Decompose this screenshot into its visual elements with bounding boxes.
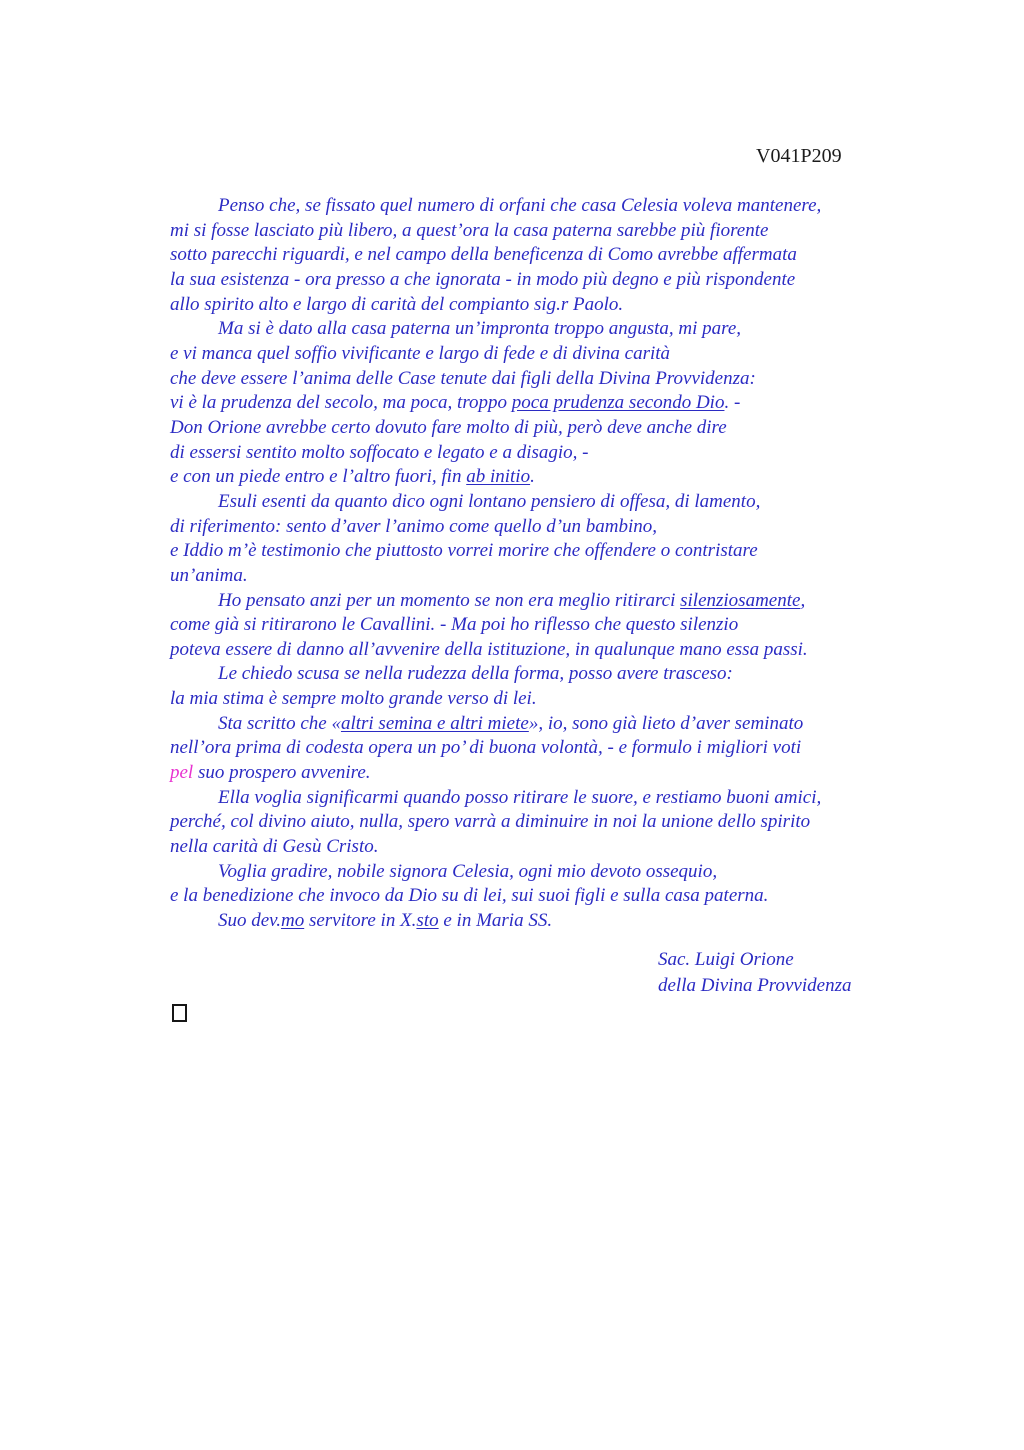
letter-text-segment: sotto parecchi riguardi, e nel campo della beneficenza di Como avrebbe affermata (170, 244, 797, 266)
letter-line (170, 490, 821, 515)
letter-line (170, 515, 821, 540)
letter-line (170, 416, 821, 441)
letter-text-segment: Ho pensato anzi per un momento se non era meglio ritirarci (218, 589, 681, 611)
letter-text-segment: poteva essere di danno all’avvenire della istituzione, in qualunque mano essa passi. (170, 638, 808, 660)
letter-text-segment: vi è la prudenza del secolo, ma poca, troppo (170, 392, 512, 414)
letter-text-segment: . - (724, 392, 741, 414)
letter-text-segment: di essersi sentito molto soffocato e legato e a disagio, - (170, 441, 589, 463)
letter-text-segment: ab initio (466, 466, 531, 488)
letter-text-segment: Suo dev. (218, 910, 281, 932)
letter-line (170, 268, 821, 293)
letter-text-segment: e in Maria SS. (438, 910, 553, 932)
letter-text-segment: Le chiedo scusa se nella rudezza della forma, posso avere trasceso: (218, 663, 733, 685)
letter-line (170, 786, 821, 811)
letter-text-segment: sto (416, 910, 439, 932)
letter-text-segment: servitore in X. (304, 910, 417, 932)
letter-line (170, 317, 821, 342)
letter-text-segment: », io, sono già lieto d’aver seminato (528, 712, 804, 734)
letter-line (170, 712, 821, 737)
letter-text-segment: mo (280, 910, 305, 932)
letter-line (170, 441, 821, 466)
letter-text-segment: poca prudenza secondo Dio (511, 392, 725, 414)
letter-text-segment: e con un piede entro e l’altro fuori, fin (170, 466, 467, 488)
letter-text-segment: Penso che, se fissato quel numero di orfani che casa Celesia voleva mantenere, (218, 195, 822, 216)
letter-line (170, 539, 821, 564)
letter-text-segment: nella carità di Gesù Cristo. (170, 836, 379, 858)
letter-line (170, 589, 821, 614)
letter-line (170, 810, 821, 835)
letter-text-segment: Ma si è dato alla casa paterna un’impronta troppo angusta, mi pare, (218, 318, 742, 340)
letter-text-segment: allo spirito alto e largo di carità del compianto sig.r Paolo. (170, 293, 624, 315)
letter-text-segment: e la benedizione che invoco da Dio su di lei, sui suoi figli e sulla casa paterna. (170, 885, 769, 907)
signature-title: della Divina Provvidenza (658, 974, 852, 996)
letter-text-segment: un’anima. (170, 564, 248, 586)
letter-text-segment: suo prospero avvenire. (193, 762, 371, 784)
letter-text-segment: , (800, 589, 806, 611)
letter-line (170, 391, 821, 416)
letter-line (170, 465, 821, 490)
letter-line (170, 367, 821, 392)
letter-line (170, 564, 821, 589)
signature-name: Sac. Luigi Orione (658, 949, 794, 970)
letter-line (170, 884, 821, 909)
letter-line (170, 243, 821, 268)
letter-text-segment: la sua esistenza - ora presso a che ignorata - in modo più degno e più rispondente (170, 268, 796, 290)
letter-text-segment: . (530, 466, 535, 488)
letter-line (170, 293, 821, 318)
letter-line (170, 638, 821, 663)
letter-line (170, 219, 821, 244)
letter-text-segment: nell’ora prima di codesta opera un po’ di buona volontà, - e formulo i migliori voti (170, 737, 802, 759)
letter-line (170, 194, 821, 219)
letter-text-segment: mi si fosse lasciato più libero, a quest’ora la casa paterna sarebbe più fiorente (170, 219, 769, 241)
letter-text-segment: e Iddio m’è testimonio che piuttosto vorrei morire che offendere o contristare (170, 540, 758, 562)
letter-text-segment: perché, col divino aiuto, nulla, spero varrà a diminuire in noi la unione dello spirito (170, 811, 811, 833)
letter-text-segment: di riferimento: sento d’aver l’animo come quello d’un bambino, (170, 515, 658, 537)
letter-text-segment: come già si ritirarono le Cavallini. - Ma poi ho riflesso che questo silenzio (170, 614, 739, 636)
letter-line (170, 342, 821, 367)
letter-text-segment: Voglia gradire, nobile signora Celesia, ogni mio devoto ossequio, (218, 860, 718, 882)
letter-line (170, 613, 821, 638)
letter-text-segment: Esuli esenti da quanto dico ogni lontano pensiero di offesa, di lamento, (218, 490, 761, 512)
letter-text-segment: e vi manca quel soffio vivificante e largo di fede e di divina carità (170, 342, 671, 364)
letter-line (170, 860, 821, 885)
letter-text-segment: la mia stima è sempre molto grande verso di lei. (170, 688, 537, 710)
letter-line (170, 835, 821, 860)
letter-text-segment: altri semina e altri miete (340, 712, 529, 734)
letter-line (170, 687, 821, 712)
letter-text-segment: silenziosamente (680, 589, 801, 611)
empty-box-glyph (172, 1004, 187, 1022)
letter-body (170, 194, 821, 934)
letter-line (170, 761, 821, 786)
accent-word: pel (170, 762, 194, 784)
letter-text-segment: che deve essere l’anima delle Case tenute dai figli della Divina Provvidenza: (170, 367, 756, 389)
letter-text-segment: Don Orione avrebbe certo dovuto fare molto di più, però deve anche dire (170, 416, 727, 438)
letter-text-segment: Sta scritto che « (218, 712, 341, 734)
letter-line (170, 662, 821, 687)
document-code: V041P209 (756, 145, 842, 167)
letter-line (170, 736, 821, 761)
letter-line (170, 909, 821, 934)
signature-block (658, 947, 851, 998)
letter-text-segment: Ella voglia significarmi quando posso ritirare le suore, e restiamo buoni amici, (218, 786, 822, 808)
